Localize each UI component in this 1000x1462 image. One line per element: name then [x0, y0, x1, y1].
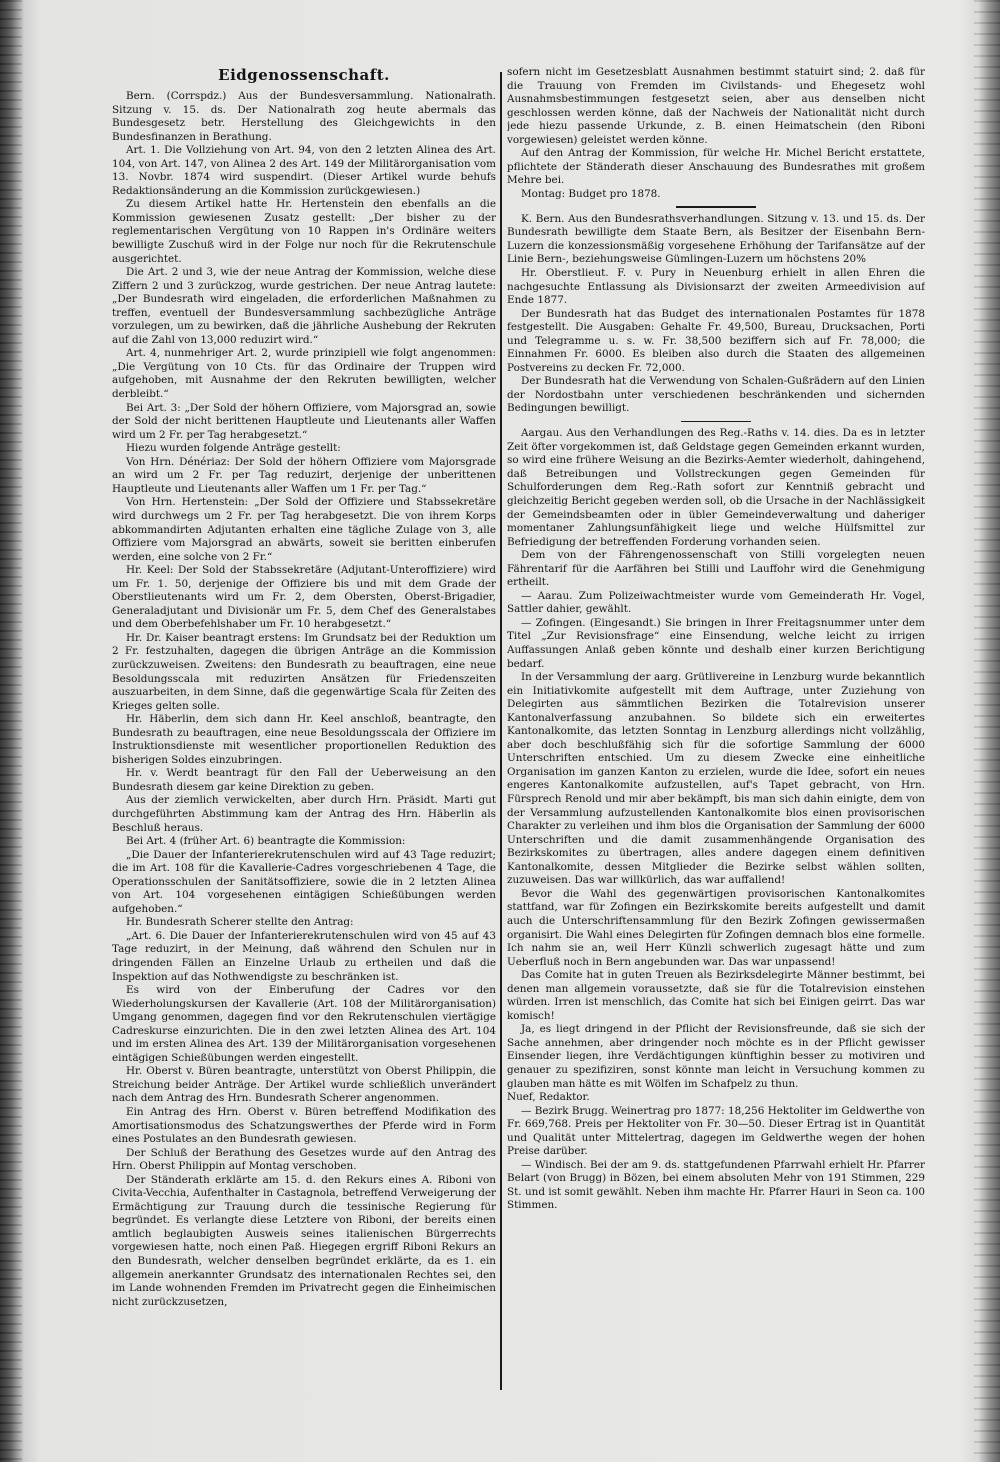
- article-paragraph: Hr. Häberlin, dem sich dann Hr. Keel anschloß, beantragte, den Bundesrath zu beauftragen, eine neue Besoldungsscala der Offiziere im Instruktionsdienste mit wesentlicher proportionellen Reduktion des bisherigen Soldes einzubringen.: [112, 713, 496, 766]
- article-paragraph: Dem von der Fährengenossenschaft von Stilli vorgelegten neuen Fährentarif für die Aarfähren bei Stilli und Lauffohr wird die Genehmigung ertheilt.: [507, 549, 925, 589]
- article-paragraph: „Die Dauer der Infanterierekrutenschulen wird auf 43 Tage reduzirt; die im Art. 108 für die Kavallerie-Cadres vorgeschriebenen 4 Tage, die Operationsschulen der Sanitätsoffiziere, sowie die in 2 letzten Alinea von Art. 104 vorgesehenen eintägigen Schießübungen werden aufgehoben.“: [112, 848, 496, 915]
- article-paragraph: Der Ständerath erklärte am 15. d. den Rekurs eines A. Riboni von Civita-Vecchia, Aufenthalter in Castagnola, betreffend Verweigerung der Ermächtigung zur Trauung durch die tessinische Regierung für begründet. Es verlangte diese Letztere von Riboni, der bereits einen amtlich beglaubigten Ausweis seines italienischen Bürgerrechts vorgewiesen hatte, noch einen Paß. Hiegegen ergriff Riboni Rekurs an den Bundesrath, welcher denselben begründet erklärte, da es 1. ein allgemein anerkannter Grundsatz des internationalen Rechtes sei, den im Lande wohnenden Fremden im Privatrecht gegen die Einheimischen nicht zurückzusetzen,: [112, 1173, 496, 1308]
- article-paragraph: Art. 1. Die Vollziehung von Art. 94, von den 2 letzten Alinea des Art. 104, von Art. 147, von Alinea 2 des Art. 149 der Militärorganisation vom 13. Novbr. 1874 wird suspendirt. (Dieser Artikel wurde behufs Redaktionsänderung an die Kommission zurückgewiesen.): [112, 144, 496, 197]
- section-separator: [676, 206, 756, 207]
- article-paragraph: Zu diesem Artikel hatte Hr. Hertenstein den ebenfalls an die Kommission gewiesenen Zusatz gestellt: „Der bisher zu der reglementarischen Vergütung von 10 Rappen in's Ordinäre weiters bewilligte Zuschuß wird in der Folge nur noch für die Rekrutenschule ausgerichtet.: [112, 198, 496, 265]
- article-paragraph: Bevor die Wahl des gegenwärtigen provisorischen Kantonalkomites stattfand, war für Zofingen ein Bezirkskomite bereits aufgestellt und damit auch die Unterschriftensammlung für den Bezirk Zofingen gewissermaßen organisirt. Die Wahl eines Delegirten für Zofingen demnach blos eine formelle. Ich nahm sie an, weil Herr Künzli schwerlich zugesagt hätte und zum Ueberfluß noch in Bern angebunden war. Das war unpassend!: [507, 887, 925, 968]
- article-paragraph: — Bezirk Brugg. Weinertrag pro 1877: 18,256 Hektoliter im Geldwerthe von Fr. 669,768. Preis per Hektoliter von Fr. 30—50. Dieser Ertrag ist in Quantität und Qualität unter Mittelertrag, dagegen im Geldwerthe wegen der hohen Preise darüber.: [507, 1104, 925, 1158]
- binding-edge-left: [0, 0, 22, 1462]
- article-paragraph: Hr. Bundesrath Scherer stellte den Antrag:: [126, 916, 354, 929]
- article-paragraph: — Zofingen. (Eingesandt.) Sie bringen in Ihrer Freitagsnummer unter dem Titel „Zur Revisionsfrage“ eine Einsendung, welche leicht zu irrigen Auffassungen Anlaß geben könnte und deshalb einer kurzen Berichtigung bedarf.: [507, 616, 925, 670]
- article-paragraph: — Windisch. Bei der am 9. ds. stattgefundenen Pfarrwahl erhielt Hr. Pfarrer Belart (von Brugg) in Bözen, bei einem absoluten Mehr von 191 Stimmen, 229 St. und ist somit gewählt. Neben ihm machte Hr. Pfarrer Hauri in Seon ca. 100 Stimmen.: [507, 1158, 925, 1212]
- article-paragraph: Ja, es liegt dringend in der Pflicht der Revisionsfreunde, daß sie sich der Sache annehmen, aber dringender noch möchte es in der Pflicht gewisser Einsender liegen, ihre Verdächtigungen künftighin besser zu motiviren und genauer zu spezifiziren, sonst könnte man leicht in Versuchung kommen zu glauben man hätte es mit Wölfen im Schafpelz zu thun.: [507, 1023, 925, 1090]
- binding-edge-right: [974, 0, 1000, 1462]
- article-paragraph: Montag: Budget pro 1878.: [521, 187, 661, 200]
- section-separator: [681, 421, 751, 422]
- article-paragraph: Bei Art. 3: „Der Sold der höhern Offiziere, vom Majorsgrad an, sowie der Sold der nicht berittenen Hauptleute und Lieutenants aller Waffen wird um 2 Fr. per Tag herabgesetzt.“: [112, 401, 496, 441]
- article-paragraph: sofern nicht im Gesetzesblatt Ausnahmen bestimmt statuirt sind; 2. daß für die Trauung von Fremden im Civilstands- und Ehegesetz wohl Ausnahmsbestimmungen festgesetzt seien, aber aus denselben nicht geschlossen werden könne, daß der Nachweis der Nationalität nicht durch jede hiezu passende Urkunde, z. B. einen Heimatschein (den Riboni vorgewiesen) geleistet werden könne.: [507, 66, 925, 146]
- article-paragraph: Der Bundesrath hat die Verwendung von Schalen-Gußrädern auf den Linien der Nordostbahn unter verschiedenen beschränkenden und sichernden Bedingungen bewilligt.: [507, 375, 925, 415]
- article-paragraph: Der Bundesrath hat das Budget des internationalen Postamtes für 1878 festgestellt. Die Ausgaben: Gehalte Fr. 49,500, Bureau, Drucksachen, Porti und Telegramme u. s. w. Fr. 38,500 beziffern sich auf Fr. 78,000; die Einnahmen Fr. 6000. Es bleiben also durch die Staaten des allgemeinen Postvereins zu decken Fr. 72,000.: [507, 307, 925, 374]
- article-paragraph: In der Versammlung der aarg. Grütlivereine in Lenzburg wurde bekanntlich ein Initiativkomite aufgestellt mit dem Auftrage, unter Zuziehung von Delegirten aus sämmtlichen Bezirken die Totalrevision unserer Kantonalverfassung anzubahnen. So bildete sich ein erweitertes Kantonalkomite, das letzten Sonntag in Lenzburg allerdings nicht vollzählig, aber doch beschlußfähig sich für die sofortige Sammlung der 6000 Unterschriften entschied. Um zu diesem Zwecke eine einheitliche Organisation im ganzen Kanton zu erzielen, wurde die Idee, sofort ein neues engeres Kantonalkomite aufzustellen, auf's Tapet gebracht, von Hrn. Fürsprech Renold und mir aber bekämpft, bis man sich dahin einigte, dem von der Versammlung aufzustellenden Kantonalkomite blos einen provisorischen Charakter zu verleihen und ihm blos die Organisation der Sammlung der 6000 Unterschriften und die damit zusammenhängende Organisation des Bezirkskomites zu übertragen, alles andere dagegen einem definitiven Kantonalkomite, dessen Mitglieder die Bezirke selbst wählen sollten, zuzuweisen. Das war willkürlich, das war auffallend!: [507, 671, 925, 887]
- article-paragraph: Hr. Oberstlieut. F. v. Pury in Neuenburg erhielt in allen Ehren die nachgesuchte Entlassung als Divisionsarzt der zweiten Armeedivision auf Ende 1877.: [507, 266, 925, 307]
- article-paragraph: Das Comite hat in guten Treuen als Bezirksdelegirte Männer bestimmt, bei denen man allgemein voraussetzte, daß sie für die Totalrevision einstehen würden. Irren ist menschlich, das Comite hat sich bei Einigen geirrt. Das war komisch!: [507, 969, 925, 1022]
- article-paragraph: Die Art. 2 und 3, wie der neue Antrag der Kommission, welche diese Ziffern 2 und 3 zurückzog, wurde gestrichen. Der neue Antrag lautete: „Der Bundesrath wird eingeladen, die erforderlichen Maßnahmen zu treffen, eventuell der Bundesversammlung sachbezügliche Anträge vorzulegen, um zu bewirken, daß die jährliche Aushebung der Rekruten auf die Zahl von 13,000 reduzirt wird.“: [112, 266, 496, 346]
- article-paragraph: Hr. Oberst v. Büren beantragte, unterstützt von Oberst Philippin, die Streichung beider Anträge. Der Artikel wurde schließlich unverändert nach dem Antrag des Hrn. Bundesrath Scherer angenommen.: [112, 1065, 496, 1105]
- article-paragraph: Aargau. Aus den Verhandlungen des Reg.-Raths v. 14. dies. Da es in letzter Zeit öfter vorgekommen ist, daß Geldstage gegen Gemeinden erkannt wurden, so wird eine frühere Weisung an die Bezirks-Aemter wiederholt, dahingehend, daß Betreibungen und Vollstreckungen gegen Gemeinden für Schulforderungen dem Reg.-Rath sofort zur Kenntniß gebracht und gleichzeitig Bericht gegeben werden soll, ob die Ursache in der Nachlässigkeit der Gemeindsbeamten oder in übler Gemeindeverwaltung und daheriger momentaner Zahlungsunfähigkeit liege und welche Hülfsmittel zur Befriedigung der betreffenden Forderung vorhanden seien.: [507, 427, 925, 548]
- article-paragraph: Der Schluß der Berathung des Gesetzes wurde auf den Antrag des Hrn. Oberst Philippin auf Montag verschoben.: [112, 1146, 496, 1173]
- article-paragraph: Hiezu wurden folgende Anträge gestellt:: [126, 442, 341, 455]
- column-divider: [500, 72, 502, 1390]
- article-paragraph: Aus der ziemlich verwickelten, aber durch Hrn. Präsidt. Marti gut durchgeführten Abstimmung kam der Antrag des Hrn. Häberlin als Beschluß heraus.: [112, 794, 496, 834]
- article-paragraph: Hr. Keel: Der Sold der Stabssekretäre (Adjutant-Unteroffiziere) wird um Fr. 1. 50, derjenige der Offiziere bis und mit dem Grade der Oberstlieutenants wird um Fr. 2, dem Obersten, Oberst-Brigadier, Generaladjutant und Divisionär um Fr. 5, dem Chef des Generalstabes und dem Oberbefehlshaber um Fr. 10 herabgesetzt.“: [112, 564, 496, 631]
- article-paragraph: K. Bern. Aus den Bundesrathsverhandlungen. Sitzung v. 13. und 15. ds. Der Bundesrath bewilligte dem Staate Bern, als Besitzer der Eisenbahn Bern-Luzern die konzessionsmäßig vorgesehene Erhöhung der Tarifansätze auf der Linie Bern-, beziehungsweise Gümlingen-Luzern um höchstens 20%: [507, 212, 925, 266]
- section-title: Eidgenossenschaft.: [218, 66, 390, 84]
- article-paragraph: Art. 4, nunmehriger Art. 2, wurde prinzipiell wie folgt angenommen: „Die Vergütung von 10 Cts. für das Ordinaire der Truppen wird aufgehoben, mit Ausnahme der den Rekruten bewilligten, welcher derbleibt.“: [112, 347, 496, 401]
- right-column: [507, 66, 925, 1396]
- article-paragraph: Von Hrn. Hertenstein: „Der Sold der Offiziere und Stabssekretäre wird durchwegs um 2 Fr. per Tag herabgesetzt. Die von ihrem Korps abkommandirten Adjutanten erhalten eine tägliche Zulage von 3, alle Offiziere vom Majorsgrad an abwärts, soweit sie beritten einberufen werden, eine solche von 2 Fr.“: [112, 496, 496, 563]
- article-paragraph: Bern. (Corrspdz.) Aus der Bundesversammlung. Nationalrath. Sitzung v. 15. ds. Der Nationalrath zog heute abermals das Bundesgesetz betr. Herstellung des Gleichgewichts in den Bundesfinanzen in Berathung.: [112, 90, 496, 143]
- article-paragraph: Auf den Antrag der Kommission, für welche Hr. Michel Bericht erstattete, pflichtete der Ständerath dieser Anschauung des Bundesrathes mit großem Mehre bei.: [507, 147, 925, 187]
- article-paragraph: Es wird von der Einberufung der Cadres vor den Wiederholungskursen der Kavallerie (Art. 108 der Militärorganisation) Umgang genommen, dagegen find vor den Rekrutenschulen viertägige Cadreskurse einzurichten. Die in den zwei letzten Alinea des Art. 104 und im ersten Alinea des Art. 139 der Militärorganisation vorgesehenen eintägigen Schießübungen werden eingestellt.: [112, 984, 496, 1064]
- left-column: [112, 66, 496, 1366]
- article-paragraph: „Art. 6. Die Dauer der Infanterierekrutenschulen wird von 45 auf 43 Tage reduzirt, in der Meinung, daß während den Schulen nur in dringenden Fällen an Einzelne Urlaub zu ertheilen und daß die Inspektion auf das Nothwendigste zu beschränken ist.: [112, 929, 496, 983]
- article-paragraph: Bei Art. 4 (früher Art. 6) beantragte die Kommission:: [126, 835, 406, 848]
- article-paragraph: — Aarau. Zum Polizeiwachtmeister wurde vom Gemeinderath Hr. Vogel, Sattler dahier, gewählt.: [507, 589, 925, 616]
- signature: Nuef, Redaktor.: [507, 1091, 590, 1104]
- article-paragraph: Hr. Dr. Kaiser beantragt erstens: Im Grundsatz bei der Reduktion um 2 Fr. festzuhalten, dagegen die übrigen Anträge an die Kommission zurückzuweisen. Zweitens: den Bundesrath zu beauftragen, eine neue Besoldungsscala mit reduzirten Ansätzen für Friedenszeiten auszuarbeiten, in dem Sinne, daß die gegenwärtige Scala für Zeiten des Krieges gelten solle.: [112, 631, 496, 712]
- article-paragraph: Hr. v. Werdt beantragt für den Fall der Ueberweisung an den Bundesrath diesem gar keine Direktion zu geben.: [112, 767, 496, 793]
- article-paragraph: Ein Antrag des Hrn. Oberst v. Büren betreffend Modifikation des Amortisationsmodus des Schatzungswerthes der Pferde wird in Form eines Postulates an den Bundesrath gewiesen.: [112, 1106, 496, 1146]
- article-paragraph: Von Hrn. Dénériaz: Der Sold der höhern Offiziere vom Majorsgrade an wird um 2 Fr. per Tag reduzirt, derjenige der unberittenen Hauptleute und Lieutenants aller Waffen um 1 Fr. per Tag.“: [112, 455, 496, 495]
